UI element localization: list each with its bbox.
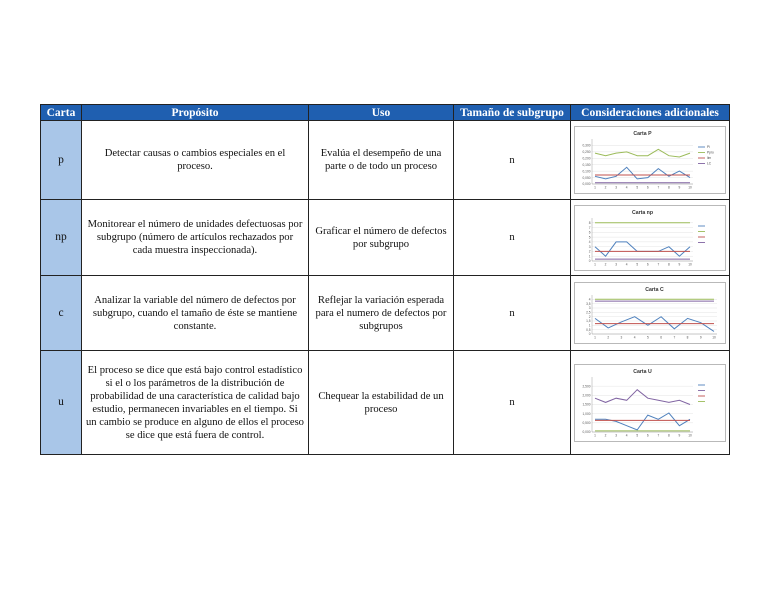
carta-p-chart (575, 127, 725, 193)
x-tick-label: 10 (688, 262, 692, 266)
row-considerations (571, 121, 730, 200)
carta-np-chart (575, 206, 725, 270)
legend-label: lim (707, 156, 712, 161)
chart-thumbnail-p (574, 126, 726, 194)
x-tick-label: 4 (625, 262, 628, 266)
y-tick-label: 2,000 (582, 393, 591, 398)
y-tick-label: 2 (588, 249, 591, 254)
y-tick-label: 1 (588, 323, 591, 328)
x-tick-label: 5 (646, 335, 649, 340)
y-tick-label: 0,5 (586, 327, 591, 332)
x-tick-label: 10 (712, 335, 716, 340)
row-chart-type: p (41, 121, 82, 200)
series-line (595, 413, 690, 430)
y-tick-label: 6 (588, 230, 591, 235)
chart-title: Carta U (633, 368, 652, 375)
row-use: Evalúa el desempeño de una parte o de todo un proceso (309, 121, 454, 200)
x-tick-label: 8 (667, 185, 670, 190)
y-tick-label: 1,5 (586, 319, 591, 324)
table-row (41, 351, 730, 455)
x-tick-label: 5 (636, 433, 639, 437)
y-tick-label: 3,5 (586, 301, 591, 306)
row-use: Reflejar la variación esperada para el numero de defectos por subgrupos (309, 276, 454, 351)
table-row (41, 121, 730, 200)
y-tick-label: 5 (588, 234, 591, 239)
control-charts-table (40, 104, 730, 455)
x-tick-label: 1 (594, 335, 596, 340)
chart-title: Carta np (631, 209, 654, 216)
x-tick-label: 9 (699, 335, 702, 340)
header-consideraciones: Consideraciones adicionales (571, 105, 730, 121)
legend-label: LC (707, 161, 712, 166)
row-purpose: Monitorear el número de unidades defectuosas por subgrupo (número de artículos rechazados por cada muestra inspeccionada). (82, 200, 309, 276)
table-row (41, 276, 730, 351)
x-tick-label: 6 (646, 433, 649, 437)
x-tick-label: 7 (673, 335, 676, 340)
x-tick-label: 1 (594, 433, 596, 437)
chart-title: Carta C (645, 287, 664, 293)
x-tick-label: 9 (678, 433, 681, 437)
row-purpose: Analizar la variable del número de defectos por subgrupo, cuando el tamaño de éste se mantiene constante. (82, 276, 309, 351)
row-chart-type: np (41, 200, 82, 276)
y-tick-label: 0,000 (582, 429, 591, 434)
x-tick-label: 5 (636, 185, 639, 190)
chart-thumbnail-np (574, 205, 726, 271)
row-considerations (571, 200, 730, 276)
x-tick-label: 4 (633, 335, 636, 340)
legend-label: Pi (707, 145, 710, 150)
y-tick-label: 0 (588, 258, 591, 263)
y-tick-label: 2,500 (582, 383, 591, 388)
x-tick-label: 7 (657, 262, 660, 266)
series-line (595, 241, 690, 255)
x-tick-label: 1 (594, 185, 596, 190)
x-tick-label: 2 (604, 433, 607, 437)
x-tick-label: 6 (646, 262, 649, 266)
row-chart-type: c (41, 276, 82, 351)
y-tick-label: 7 (588, 225, 591, 230)
y-tick-label: 0 (588, 332, 591, 337)
x-tick-label: 7 (657, 185, 660, 190)
carta-u-chart (575, 365, 725, 441)
y-tick-label: 8 (588, 220, 591, 225)
x-tick-label: 1 (594, 262, 596, 266)
x-tick-label: 3 (615, 433, 618, 437)
header-tamano: Tamaño de subgrupo (454, 105, 571, 121)
x-tick-label: 9 (678, 262, 681, 266)
row-subgroup-size: n (454, 200, 571, 276)
y-tick-label: 3 (588, 306, 591, 311)
legend-label: Ppro (707, 150, 714, 155)
row-use: Graficar el número de defectos por subgrupo (309, 200, 454, 276)
x-tick-label: 4 (625, 185, 628, 190)
x-tick-label: 2 (607, 335, 610, 340)
header-proposito: Propósito (82, 105, 309, 121)
y-tick-label: 4 (588, 239, 591, 244)
x-tick-label: 3 (615, 262, 618, 266)
row-purpose: El proceso se dice que está bajo control estadístico si el o los parámetros de la distribución de probabilidad de una característica de calidad bajo estudio, permanecen invariables en el tiempo. Si un cambio se produce en alguno de ellos el proceso se dice que está fuera de control. (82, 351, 309, 455)
series-line (595, 167, 690, 179)
row-chart-type: u (41, 351, 82, 455)
row-purpose: Detectar causas o cambios especiales en el proceso. (82, 121, 309, 200)
header-uso: Uso (309, 105, 454, 121)
chart-title: Carta P (633, 131, 652, 137)
header-carta: Carta (41, 105, 82, 121)
row-subgroup-size: n (454, 276, 571, 351)
y-tick-label: 4 (588, 297, 591, 302)
y-tick-label: 3 (588, 244, 591, 249)
x-tick-label: 6 (660, 335, 663, 340)
row-subgroup-size: n (454, 351, 571, 455)
y-tick-label: 0,050 (582, 175, 591, 180)
y-tick-label: 0,500 (582, 420, 591, 425)
y-tick-label: 1,000 (582, 411, 591, 416)
y-tick-label: 1 (588, 253, 591, 258)
x-tick-label: 5 (636, 262, 639, 266)
y-tick-label: 2 (588, 314, 591, 319)
y-tick-label: 0,200 (582, 156, 591, 161)
x-tick-label: 10 (688, 185, 692, 190)
y-tick-label: 0,250 (582, 150, 591, 155)
row-considerations (571, 351, 730, 455)
x-tick-label: 8 (667, 262, 670, 266)
carta-c-chart (575, 283, 725, 343)
y-tick-label: 0,000 (582, 182, 591, 187)
x-tick-label: 10 (688, 433, 692, 437)
y-tick-label: 0,150 (582, 162, 591, 167)
chart-thumbnail-c (574, 282, 726, 344)
x-tick-label: 3 (615, 185, 618, 190)
series-line (595, 389, 690, 404)
y-tick-label: 0,100 (582, 169, 591, 174)
table-header-row (41, 105, 730, 121)
x-tick-label: 8 (686, 335, 689, 340)
x-tick-label: 2 (604, 185, 607, 190)
chart-thumbnail-u (574, 364, 726, 442)
row-considerations (571, 276, 730, 351)
row-subgroup-size: n (454, 121, 571, 200)
x-tick-label: 8 (667, 433, 670, 437)
x-tick-label: 3 (620, 335, 623, 340)
x-tick-label: 9 (678, 185, 681, 190)
table-row (41, 200, 730, 276)
series-line (595, 149, 690, 157)
row-use: Chequear la estabilidad de un proceso (309, 351, 454, 455)
x-tick-label: 4 (625, 433, 628, 437)
y-tick-label: 2,5 (586, 310, 591, 315)
y-tick-label: 0,300 (582, 143, 591, 148)
x-tick-label: 6 (646, 185, 649, 190)
y-tick-label: 1,500 (582, 402, 591, 407)
x-tick-label: 2 (604, 262, 607, 266)
x-tick-label: 7 (657, 433, 660, 437)
